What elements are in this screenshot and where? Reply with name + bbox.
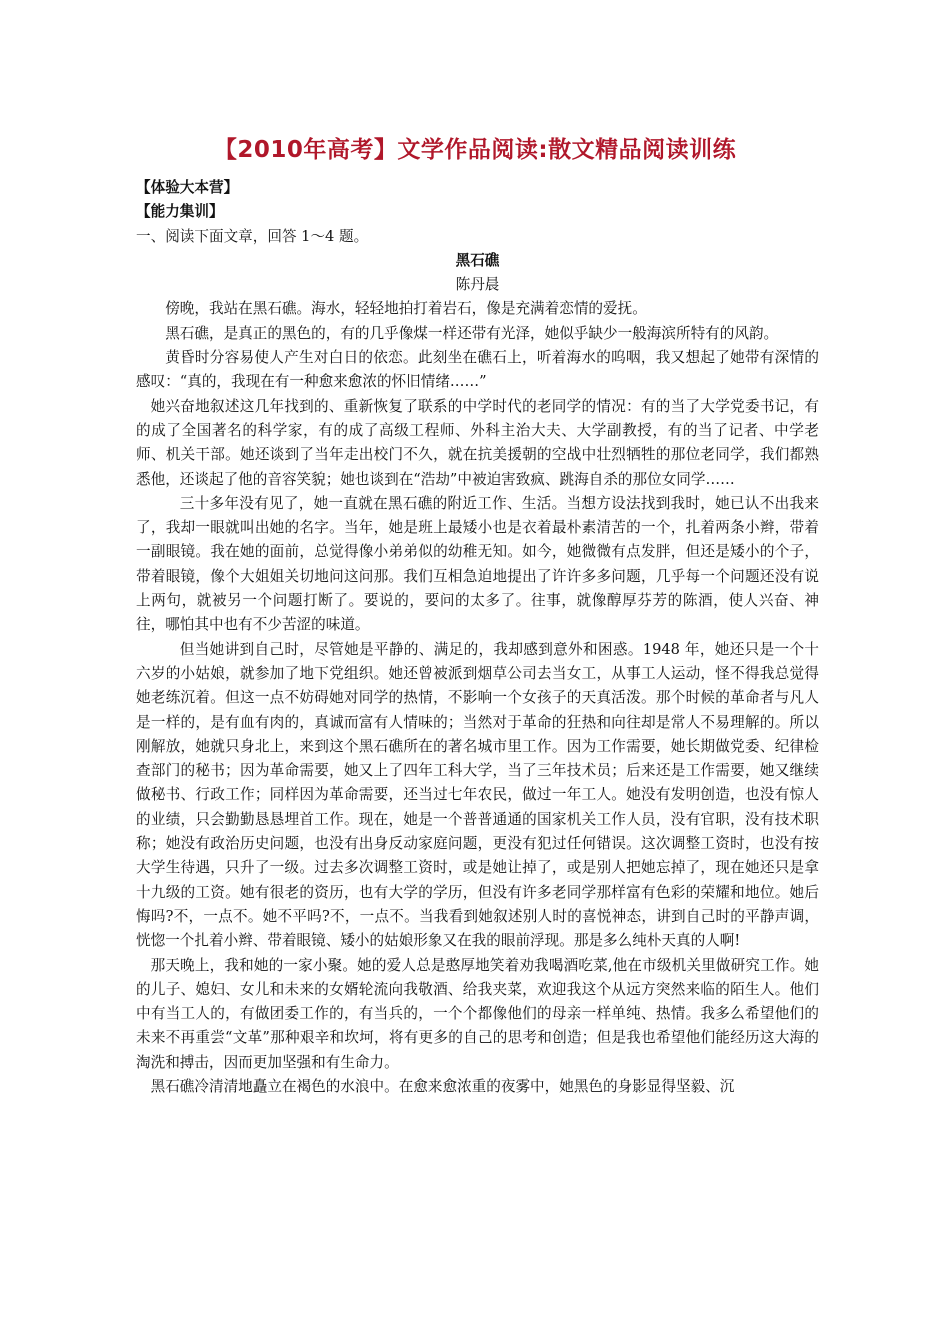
article-title: 黑石礁 bbox=[455, 251, 500, 269]
paragraph-4: 她兴奋地叙述这几年找到的、重新恢复了联系的中学时代的老同学的情况：有的当了大学党委书记，有的成了全国著名的科学家，有的成了高级工程师、外科主治大夫、大学副教授，有的当了记者、中学老师、机关干部。她还谈到了当年走出校门不久，就在抗美援朝的空战中壮烈牺牲的那位老同学，我们都熟悉他，还谈起了他的音容笑貌；她也谈到在“浩劫”中被迫害致疯、跳海自杀的那位女同学…… bbox=[136, 397, 819, 488]
paragraph-1: 傍晚，我站在黑石礁。海水，轻轻地拍打着岩石，像是充满着恋情的爱抚。 bbox=[165, 300, 647, 318]
document-body bbox=[136, 176, 819, 1099]
paragraph-6: 但当她讲到自己时，尽管她是平静的、满足的，我却感到意外和困惑。1948 年，她还只是一个十六岁的小姑娘，就参加了地下党组织。她还曾被派到烟草公司去当女工，从事工人运动，怪不得我总觉得她老练沉着。但这一点不妨碍她对同学的热情，不影响一个女孩子的天真活泼。那个时候的革命者与凡人是一样的，是有血有肉的，真诚而富有人情味的；当然对于革命的狂热和向往却是常人不易理解的。所以刚解放，她就只身北上，来到这个黑石礁所在的著名城市里工作。因为工作需要，她长期做党委、纪律检查部门的秘书；因为革命需要，她又上了四年工科大学，当了三年技术员；后来还是工作需要，她又继续做秘书、行政工作；同样因为革命需要，还当过七年农民，做过一年工人。她没有发明创造，也没有惊人的业绩，只会勤勤恳恳埋首工作。现在，她是一个普普通通的国家机关工作人员，没有官职，没有技术职称；她没有政治历史问题，也没有出身反动家庭问题，更没有犯过任何错误。这次调整工资时，也没有按大学生待遇，只升了一级。过去多次调整工资时，或是她让掉了，或是别人把她忘掉了，现在她还只是拿十九级的工资。她有很老的资历，也有大学的学历，但没有许多老同学那样富有色彩的荣耀和地位。她后悔吗?不，一点不。她不平吗?不，一点不。当我看到她叙述别人时的喜悦神态，讲到自己时的平静声调，恍惚一个扎着小辫、带着眼镜、矮小的姑娘形象又在我的眼前浮现。那是多么纯朴天真的人啊! bbox=[136, 640, 819, 950]
section-heading-experience: 【体验大本营】 bbox=[136, 179, 239, 196]
article-author: 陈丹晨 bbox=[455, 276, 500, 294]
paragraph-2: 黑石礁，是真正的黑色的，有的几乎像煤一样还带有光泽，她似乎缺少一般海滨所特有的风韵。 bbox=[165, 324, 779, 342]
paragraph-3: 黄昏时分容易使人产生对白日的依恋。此刻坐在礁石上，听着海水的呜咽，我又想起了她带有深情的感叹：“真的，我现在有一种愈来愈浓的怀旧情绪……” bbox=[136, 349, 819, 391]
paragraph-8: 黑石礁冷清清地矗立在褐色的水浪中。在愈来愈浓重的夜雾中，她黑色的身影显得坚毅、沉 bbox=[150, 1077, 735, 1095]
paragraph-7: 那天晚上，我和她的一家小聚。她的爱人总是憨厚地笑着劝我喝酒吃菜,他在市级机关里做研究工作。她的儿子、媳妇、女儿和未来的女婿轮流向我敬酒、给我夹菜，欢迎我这个从远方突然来临的陌生人。他们中有当工人的，有做团委工作的，有当兵的，一个个都像他们的母亲一样单纯、热情。我多么希望他们的未来不再重尝“文革”那种艰辛和坎坷，将有更多的自己的思考和创造；但是我也希望他们能经历这大海的淘洗和搏击，因而更加坚强和有生命力。 bbox=[136, 956, 819, 1071]
paragraph-5: 三十多年没有见了，她一直就在黑石礁的附近工作、生活。当想方设法找到我时，她已认不出我来了，我却一眼就叫出她的名字。当年，她是班上最矮小也是衣着最朴素清苦的一个，扎着两条小辫，带着一副眼镜。我在她的面前，总觉得像小弟弟似的幼稚无知。如今，她微微有点发胖，但还是矮小的个子，带着眼镜，像个大姐姐关切地问这问那。我们互相急迫地提出了许许多多问题，几乎每一个问题还没有说上两句，就被另一个问题打断了。要说的，要问的太多了。往事，就像醇厚芬芳的陈酒，使人兴奋、神往，哪怕其中也有不少苦涩的味道。 bbox=[136, 494, 819, 634]
document-title: 【2010年高考】文学作品阅读:散文精品阅读训练 bbox=[213, 137, 737, 163]
question-instruction: 一、阅读下面文章，回答 1～4 题。 bbox=[136, 227, 369, 245]
section-heading-training: 【能力集训】 bbox=[136, 203, 224, 221]
